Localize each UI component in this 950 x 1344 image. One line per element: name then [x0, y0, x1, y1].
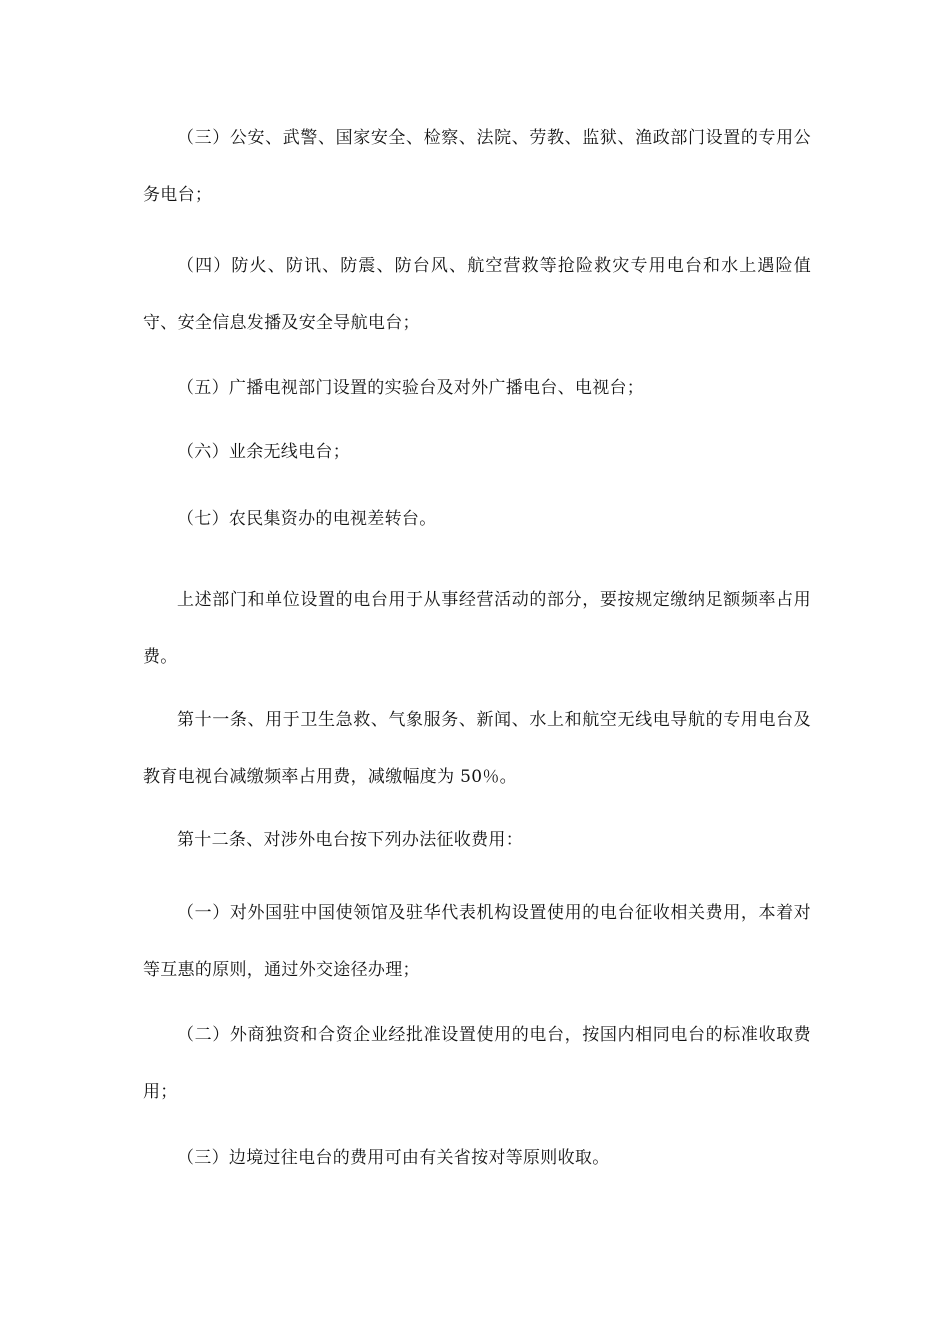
paragraph-item-7-tv-relay: （七）农民集资办的电视差转台。 — [177, 509, 437, 529]
paragraph-item-6-amateur-radio: （六）业余无线电台； — [177, 442, 350, 462]
paragraph-article-12-item-1: （一）对外国驻中国使领馆及驻华代表机构设置使用的电台征收相关费用，本着对等互惠的原则，通过外交途径办理； — [143, 903, 811, 980]
paragraph-article-11: 第十一条、用于卫生急救、气象服务、新闻、水上和航空无线电导航的专用电台及教育电视台减缴频率占用费，减缴幅度为 50％。 — [143, 710, 811, 787]
paragraph-item-5-broadcasting: （五）广播电视部门设置的实验台及对外广播电台、电视台； — [177, 378, 645, 398]
paragraph-commercial-use-note: 上述部门和单位设置的电台用于从事经营活动的部分，要按规定缴纳足额频率占用费。 — [143, 590, 811, 667]
paragraph-article-12-item-3: （三）边境过往电台的费用可由有关省按对等原则收取。 — [177, 1148, 610, 1168]
paragraph-item-3-public-security: （三）公安、武警、国家安全、检察、法院、劳教、监狱、渔政部门设置的专用公务电台； — [143, 128, 811, 205]
paragraph-article-12-item-2: （二）外商独资和合资企业经批准设置使用的电台，按国内相同电台的标准收取费用； — [143, 1025, 811, 1102]
paragraph-item-4-disaster-relief: （四）防火、防讯、防震、防台风、航空营救等抢险救灾专用电台和水上遇险值守、安全信息发播及安全导航电台； — [143, 256, 811, 333]
paragraph-article-12: 第十二条、对涉外电台按下列办法征收费用： — [177, 830, 523, 850]
